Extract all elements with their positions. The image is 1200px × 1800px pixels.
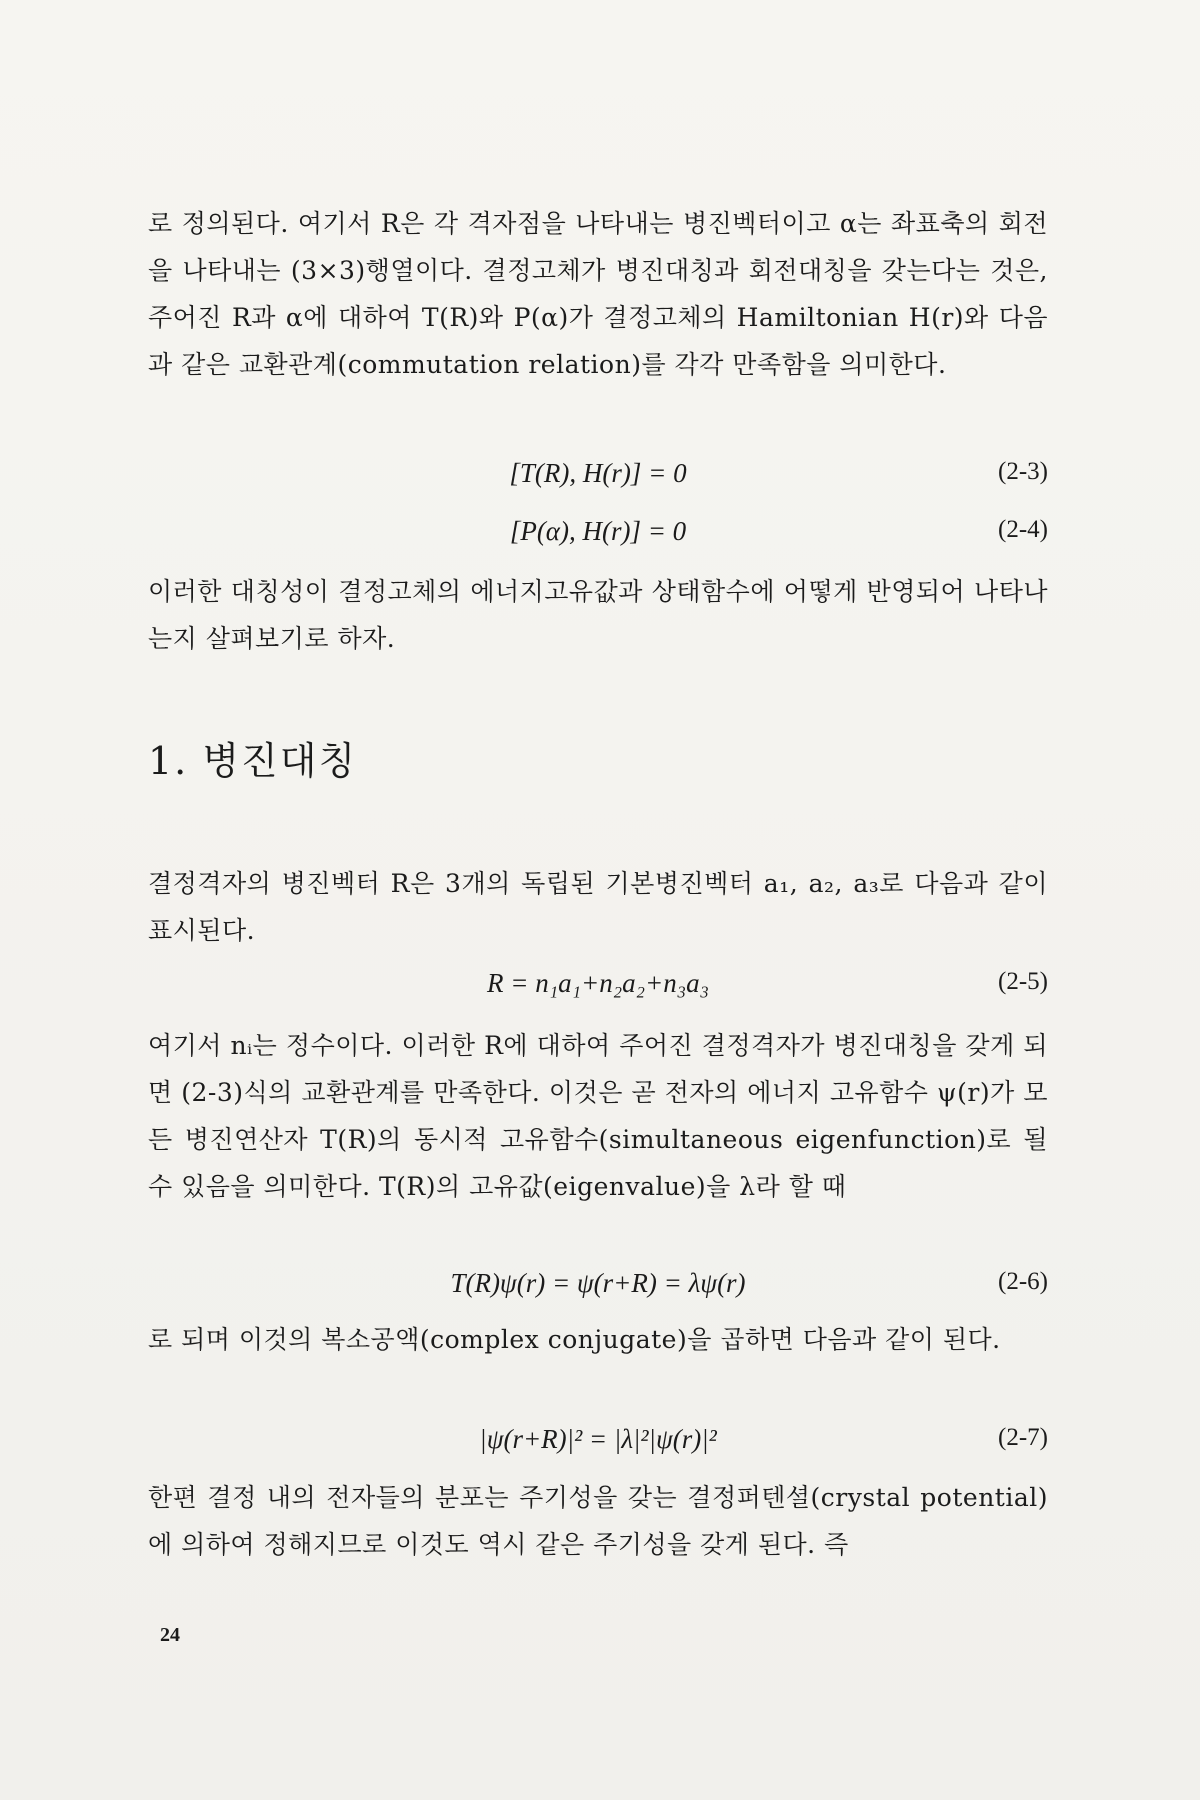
paragraph-crystal-potential (148, 1474, 1048, 1568)
paragraph-text: 한편 결정 내의 전자들의 분포는 주기성을 갖는 결정퍼텐셜(crystal potential)에 의하여 정해지므로 이것도 역시 같은 주기성을 갖게 된다. 즉 (148, 1483, 1048, 1559)
paragraph-text: 이러한 대칭성이 결정고체의 에너지고유값과 상태함수에 어떻게 반영되어 나타나는지 살펴보기로 하자. (148, 577, 1048, 653)
equation-number: (2-6) (998, 1268, 1048, 1295)
equation-2-6 (148, 1260, 1048, 1310)
paragraph-text: 로 되며 이것의 복소공액(complex conjugate)을 곱하면 다음과 같이 된다. (148, 1325, 1001, 1354)
equation-expression: [P(α), H(r)] = 0 (509, 516, 687, 546)
paragraph-text: 결정격자의 병진벡터 R은 3개의 독립된 기본병진벡터 a₁, a₂, a₃로 다음과 같이 표시된다. (148, 869, 1048, 945)
paragraph-text: 여기서 nᵢ는 정수이다. 이러한 R에 대하여 주어진 결정격자가 병진대칭을 갖게 되면 (2-3)식의 교환관계를 만족한다. 이것은 곧 전자의 에너지 고유함수 ψ(r)가 모든 병진연산자 T(R)의 동시적 고유함수(simultaneous eigenfunction)로 될 수 있음을 의미한다. T(R)의 고유값(eigenvalue)을 λ라 할 때 (148, 1031, 1048, 1201)
equation-2-4 (148, 508, 1048, 558)
paragraph-symmetry (148, 568, 1048, 662)
equation-expression: [T(R), H(r)] = 0 (509, 458, 687, 488)
equation-number: (2-7) (998, 1424, 1048, 1451)
equation-number: (2-4) (998, 516, 1048, 543)
equation-2-5 (148, 960, 1048, 1010)
paragraph-conjugate (148, 1316, 1048, 1363)
equation-expression: T(R)ψ(r) = ψ(r+R) = λψ(r) (450, 1268, 746, 1298)
paragraph-definition (148, 200, 1048, 388)
equation-2-3 (148, 450, 1048, 500)
paragraph-integers (148, 1022, 1048, 1210)
equation-expression: R = n₁a₁+n₂a₂+n₃a₃ (487, 968, 709, 998)
equation-number: (2-3) (998, 458, 1048, 485)
paragraph-translation-vector (148, 860, 1048, 954)
paragraph-text: 로 정의된다. 여기서 R은 각 격자점을 나타내는 병진벡터이고 α는 좌표축의 회전을 나타내는 (3×3)행열이다. 결정고체가 병진대칭과 회전대칭을 갖는다는 것은, 주어진 R과 α에 대하여 T(R)와 P(α)가 결정고체의 Hamiltonian H(r)와 다음과 같은 교환관계(commutation relation)를 각각 만족함을 의미한다. (148, 209, 1048, 379)
equation-2-7 (148, 1416, 1048, 1466)
equation-expression: |ψ(r+R)|² = |λ|²|ψ(r)|² (479, 1424, 717, 1454)
page-number: 24 (160, 1624, 180, 1646)
equation-number: (2-5) (998, 968, 1048, 995)
section-heading: 1. 병진대칭 (148, 739, 358, 783)
